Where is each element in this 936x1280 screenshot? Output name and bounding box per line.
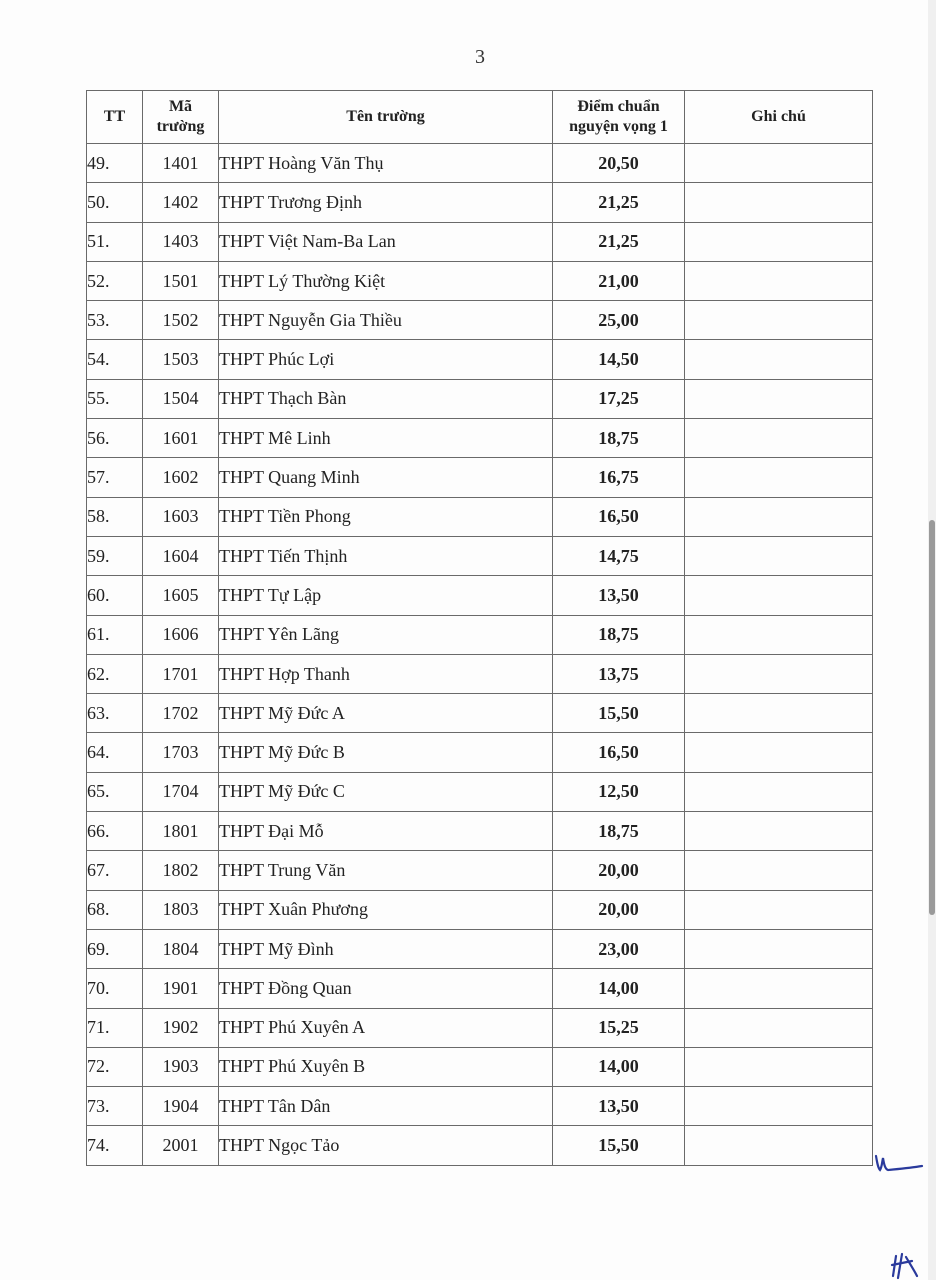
cutoff-score: 13,50 bbox=[553, 576, 685, 615]
school-code: 1601 bbox=[143, 419, 219, 458]
school-name: THPT Trung Văn bbox=[219, 851, 553, 890]
school-code: 1703 bbox=[143, 733, 219, 772]
cutoff-score: 23,00 bbox=[553, 929, 685, 968]
school-code: 1802 bbox=[143, 851, 219, 890]
row-number: 49. bbox=[87, 144, 143, 183]
cutoff-score: 16,50 bbox=[553, 733, 685, 772]
row-number: 54. bbox=[87, 340, 143, 379]
note-cell bbox=[685, 812, 873, 851]
page-number: 3 bbox=[475, 46, 485, 68]
school-code: 1604 bbox=[143, 536, 219, 575]
note-cell bbox=[685, 929, 873, 968]
table-row bbox=[87, 576, 873, 615]
table-row bbox=[87, 222, 873, 261]
table-row bbox=[87, 497, 873, 536]
note-cell bbox=[685, 694, 873, 733]
school-code: 1402 bbox=[143, 183, 219, 222]
table-row bbox=[87, 1008, 873, 1047]
school-code: 1901 bbox=[143, 969, 219, 1008]
school-name: THPT Mỹ Đức B bbox=[219, 733, 553, 772]
note-cell bbox=[685, 576, 873, 615]
school-name: THPT Tân Dân bbox=[219, 1087, 553, 1126]
note-cell bbox=[685, 654, 873, 693]
table-row bbox=[87, 419, 873, 458]
row-number: 68. bbox=[87, 890, 143, 929]
school-name: THPT Ngọc Tảo bbox=[219, 1126, 553, 1165]
table-row bbox=[87, 379, 873, 418]
row-number: 53. bbox=[87, 301, 143, 340]
row-number: 63. bbox=[87, 694, 143, 733]
note-cell bbox=[685, 969, 873, 1008]
scrollbar-track[interactable] bbox=[928, 0, 936, 1280]
table-row bbox=[87, 144, 873, 183]
table-row bbox=[87, 301, 873, 340]
school-code: 1702 bbox=[143, 694, 219, 733]
initial-mark bbox=[872, 1152, 924, 1176]
cutoff-score: 18,75 bbox=[553, 812, 685, 851]
row-number: 73. bbox=[87, 1087, 143, 1126]
school-name: THPT Tiền Phong bbox=[219, 497, 553, 536]
note-cell bbox=[685, 536, 873, 575]
row-number: 67. bbox=[87, 851, 143, 890]
school-name: THPT Thạch Bàn bbox=[219, 379, 553, 418]
table-row bbox=[87, 733, 873, 772]
school-name: THPT Nguyễn Gia Thiều bbox=[219, 301, 553, 340]
school-code: 1904 bbox=[143, 1087, 219, 1126]
table-body bbox=[87, 144, 873, 1166]
row-number: 64. bbox=[87, 733, 143, 772]
header-tt: TT bbox=[87, 91, 143, 144]
school-name: THPT Mỹ Đức C bbox=[219, 772, 553, 811]
school-code: 1902 bbox=[143, 1008, 219, 1047]
row-number: 70. bbox=[87, 969, 143, 1008]
school-code: 1801 bbox=[143, 812, 219, 851]
scrollbar-thumb[interactable] bbox=[929, 520, 935, 915]
note-cell bbox=[685, 144, 873, 183]
school-name: THPT Phú Xuyên A bbox=[219, 1008, 553, 1047]
school-code: 1803 bbox=[143, 890, 219, 929]
cutoff-score: 15,50 bbox=[553, 1126, 685, 1165]
school-code: 1602 bbox=[143, 458, 219, 497]
header-school-code: Mã trường bbox=[143, 91, 219, 144]
school-name: THPT Phú Xuyên B bbox=[219, 1047, 553, 1086]
cutoff-score: 20,00 bbox=[553, 890, 685, 929]
school-name: THPT Lý Thường Kiệt bbox=[219, 261, 553, 300]
school-name: THPT Trương Định bbox=[219, 183, 553, 222]
cutoff-score: 14,50 bbox=[553, 340, 685, 379]
cutoff-score: 20,00 bbox=[553, 851, 685, 890]
row-number: 72. bbox=[87, 1047, 143, 1086]
school-code: 1503 bbox=[143, 340, 219, 379]
note-cell bbox=[685, 183, 873, 222]
header-school-name: Tên trường bbox=[219, 91, 553, 144]
school-name: THPT Mỹ Đình bbox=[219, 929, 553, 968]
note-cell bbox=[685, 458, 873, 497]
cutoff-score: 18,75 bbox=[553, 419, 685, 458]
school-name: THPT Quang Minh bbox=[219, 458, 553, 497]
table-row bbox=[87, 772, 873, 811]
note-cell bbox=[685, 1087, 873, 1126]
row-number: 65. bbox=[87, 772, 143, 811]
school-code: 1903 bbox=[143, 1047, 219, 1086]
row-number: 50. bbox=[87, 183, 143, 222]
school-name: THPT Đồng Quan bbox=[219, 969, 553, 1008]
school-name: THPT Tiến Thịnh bbox=[219, 536, 553, 575]
note-cell bbox=[685, 733, 873, 772]
cutoff-score: 13,75 bbox=[553, 654, 685, 693]
school-name: THPT Đại Mỗ bbox=[219, 812, 553, 851]
row-number: 61. bbox=[87, 615, 143, 654]
row-number: 66. bbox=[87, 812, 143, 851]
cutoff-score: 14,00 bbox=[553, 969, 685, 1008]
table-row bbox=[87, 1087, 873, 1126]
cutoff-score: 15,25 bbox=[553, 1008, 685, 1047]
cutoff-score: 21,25 bbox=[553, 183, 685, 222]
school-name: THPT Mê Linh bbox=[219, 419, 553, 458]
school-code: 1606 bbox=[143, 615, 219, 654]
school-name: THPT Tự Lập bbox=[219, 576, 553, 615]
table-row bbox=[87, 694, 873, 733]
row-number: 51. bbox=[87, 222, 143, 261]
note-cell bbox=[685, 222, 873, 261]
row-number: 56. bbox=[87, 419, 143, 458]
table-row bbox=[87, 536, 873, 575]
note-cell bbox=[685, 615, 873, 654]
table-row bbox=[87, 1126, 873, 1165]
header-cutoff-score: Điểm chuẩn nguyện vọng 1 bbox=[553, 91, 685, 144]
table-row bbox=[87, 812, 873, 851]
row-number: 58. bbox=[87, 497, 143, 536]
note-cell bbox=[685, 340, 873, 379]
note-cell bbox=[685, 261, 873, 300]
cutoff-score: 21,25 bbox=[553, 222, 685, 261]
row-number: 60. bbox=[87, 576, 143, 615]
table-row bbox=[87, 969, 873, 1008]
table-row bbox=[87, 1047, 873, 1086]
school-code: 1804 bbox=[143, 929, 219, 968]
school-name: THPT Hợp Thanh bbox=[219, 654, 553, 693]
cutoff-score: 20,50 bbox=[553, 144, 685, 183]
signature-mark bbox=[890, 1252, 920, 1280]
cutoff-score: 21,00 bbox=[553, 261, 685, 300]
school-code: 1502 bbox=[143, 301, 219, 340]
school-code: 1605 bbox=[143, 576, 219, 615]
school-code: 1504 bbox=[143, 379, 219, 418]
note-cell bbox=[685, 772, 873, 811]
school-code: 1704 bbox=[143, 772, 219, 811]
cutoff-score: 14,00 bbox=[553, 1047, 685, 1086]
table-row bbox=[87, 458, 873, 497]
school-code: 1603 bbox=[143, 497, 219, 536]
header-note: Ghi chú bbox=[685, 91, 873, 144]
school-name: THPT Phúc Lợi bbox=[219, 340, 553, 379]
note-cell bbox=[685, 301, 873, 340]
row-number: 55. bbox=[87, 379, 143, 418]
note-cell bbox=[685, 497, 873, 536]
cutoff-score: 25,00 bbox=[553, 301, 685, 340]
row-number: 74. bbox=[87, 1126, 143, 1165]
school-code: 1403 bbox=[143, 222, 219, 261]
table-row bbox=[87, 615, 873, 654]
table-row bbox=[87, 183, 873, 222]
note-cell bbox=[685, 1008, 873, 1047]
school-name: THPT Mỹ Đức A bbox=[219, 694, 553, 733]
cutoff-score: 18,75 bbox=[553, 615, 685, 654]
school-name: THPT Việt Nam-Ba Lan bbox=[219, 222, 553, 261]
table-row bbox=[87, 261, 873, 300]
school-name: THPT Yên Lãng bbox=[219, 615, 553, 654]
note-cell bbox=[685, 1047, 873, 1086]
cutoff-score: 16,50 bbox=[553, 497, 685, 536]
table-row bbox=[87, 340, 873, 379]
cutoff-score: 12,50 bbox=[553, 772, 685, 811]
cutoff-score: 16,75 bbox=[553, 458, 685, 497]
admission-score-table bbox=[86, 90, 873, 1166]
school-code: 1501 bbox=[143, 261, 219, 300]
row-number: 71. bbox=[87, 1008, 143, 1047]
table-row bbox=[87, 851, 873, 890]
cutoff-score: 14,75 bbox=[553, 536, 685, 575]
school-name: THPT Xuân Phương bbox=[219, 890, 553, 929]
row-number: 62. bbox=[87, 654, 143, 693]
note-cell bbox=[685, 1126, 873, 1165]
school-code: 1701 bbox=[143, 654, 219, 693]
row-number: 69. bbox=[87, 929, 143, 968]
school-code: 1401 bbox=[143, 144, 219, 183]
note-cell bbox=[685, 379, 873, 418]
row-number: 57. bbox=[87, 458, 143, 497]
table-row bbox=[87, 890, 873, 929]
table-row bbox=[87, 929, 873, 968]
cutoff-score: 17,25 bbox=[553, 379, 685, 418]
cutoff-score: 15,50 bbox=[553, 694, 685, 733]
cutoff-score: 13,50 bbox=[553, 1087, 685, 1126]
school-name: THPT Hoàng Văn Thụ bbox=[219, 144, 553, 183]
table-header bbox=[87, 91, 873, 144]
note-cell bbox=[685, 890, 873, 929]
table-row bbox=[87, 654, 873, 693]
note-cell bbox=[685, 851, 873, 890]
row-number: 52. bbox=[87, 261, 143, 300]
school-code: 2001 bbox=[143, 1126, 219, 1165]
row-number: 59. bbox=[87, 536, 143, 575]
note-cell bbox=[685, 419, 873, 458]
